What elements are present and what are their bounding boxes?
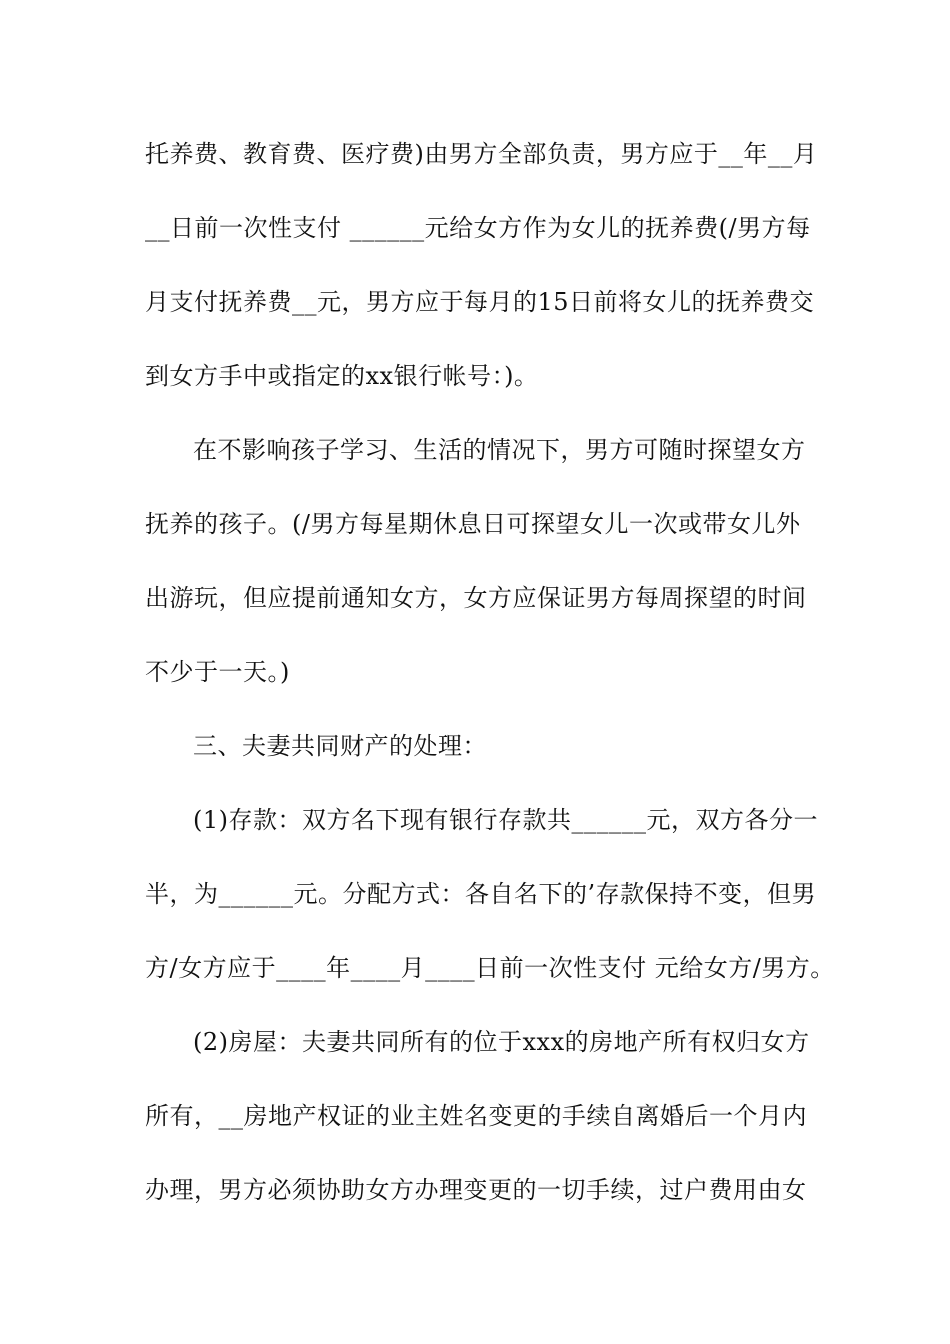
- paragraph-line: (2)房屋：夫妻共同所有的位于xxx的房地产所有权归女方: [193, 1028, 810, 1056]
- paragraph-line: 半，为______元。分配方式：各自名下的’存款保持不变，但男: [145, 880, 817, 908]
- paragraph-line: 办理，男方必须协助女方办理变更的一切手续，过户费用由女: [145, 1176, 807, 1204]
- paragraph-line: 出游玩，但应提前通知女方，女方应保证男方每周探望的时间: [145, 584, 807, 612]
- paragraph-line: 到女方手中或指定的xx银行帐号：)。: [145, 362, 539, 390]
- section-heading: 三、夫妻共同财产的处理：: [193, 732, 487, 760]
- paragraph-line: 方/女方应于____年____月____日前一次性支付 元给女方/男方。: [145, 954, 835, 982]
- paragraph-line: 在不影响孩子学习、生活的情况下，男方可随时探望女方: [193, 436, 806, 464]
- paragraph-line: __日前一次性支付 ______元给女方作为女儿的抚养费(/男方每: [145, 214, 811, 242]
- paragraph-line: 所有，__房地产权证的业主姓名变更的手续自离婚后一个月内: [145, 1102, 807, 1130]
- paragraph-line: 托养费、教育费、医疗费)由男方全部负责，男方应于__年__月: [145, 140, 818, 168]
- paragraph-line: 抚养的孩子。(/男方每星期休息日可探望女儿一次或带女儿外: [145, 510, 801, 538]
- paragraph-line: 不少于一天。): [145, 658, 290, 686]
- paragraph-line: (1)存款：双方名下现有银行存款共______元，双方各分一: [193, 806, 818, 834]
- paragraph-line: 月支付抚养费__元，男方应于每月的15日前将女儿的抚养费交: [145, 288, 815, 316]
